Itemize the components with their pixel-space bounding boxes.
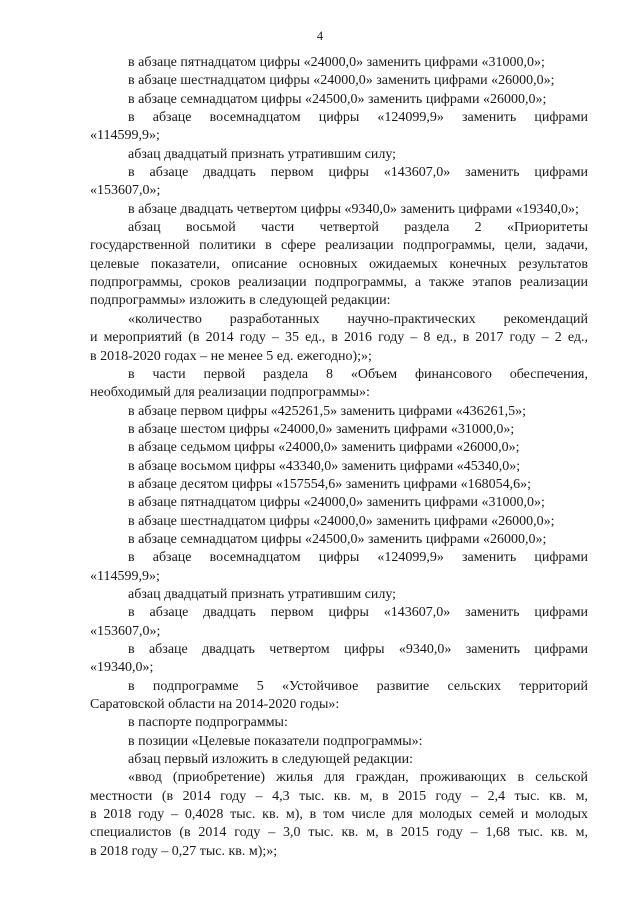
text-line: «114599,9»; [90, 128, 160, 144]
text-line: «19340,0»; [90, 660, 154, 676]
text-line: в абзаце пятнадцатом цифры «24000,0» заменить цифрами «31000,0»; [128, 55, 545, 70]
text-line: в абзаце шестнадцатом цифры «24000,0» заменить цифрами «26000,0»; [128, 73, 555, 89]
text-line: в 2018 году – 0,4028 тыс. кв. м), в том числе для молодых семей и молодых [90, 807, 588, 823]
text-line: в абзаце двадцать первом цифры «143607,0» заменить цифрами [128, 165, 588, 181]
text-line: в 2018-2020 годах – не менее 5 ед. ежегодно);»; [90, 348, 372, 364]
text-line: «ввод (приобретение) жилья для граждан, проживающих в сельской [128, 770, 588, 786]
text-line: в абзаце первом цифры «425261,5» заменить цифрами «436261,5»; [128, 403, 526, 419]
text-line: абзац первый изложить в следующей редакции: [128, 752, 414, 768]
text-line: в абзаце десятом цифры «157554,6» заменить цифрами «168054,6»; [128, 476, 532, 492]
text-line: в подпрограмме 5 «Устойчивое развитие сельских территорий [128, 678, 588, 694]
text-line: специалистов (в 2014 году – 3,0 тыс. кв. м, в 2015 году – 1,68 тыс. кв. м, [90, 825, 588, 841]
text-line: местности (в 2014 году – 4,3 тыс. кв. м, в 2015 году – 2,4 тыс. кв. м, [90, 788, 588, 804]
page-number: 4 [316, 29, 324, 43]
text-line: в 2018 году – 0,27 тыс. кв. м);»; [90, 843, 278, 859]
text-line: в позиции «Целевые показатели подпрограммы»: [128, 733, 423, 749]
text-line: «153607,0»; [90, 183, 161, 199]
text-line: государственной политики в сфере реализации подпрограммы, цели, задачи, [90, 238, 588, 254]
text-line: в абзаце шестом цифры «24000,0» заменить цифрами «31000,0»; [128, 421, 515, 437]
text-line: в части первой раздела 8 «Объем финансового обеспечения, [128, 366, 588, 382]
text-line: в абзаце седьмом цифры «24000,0» заменить цифрами «26000,0»; [128, 440, 520, 456]
text-line: подпрограммы, сроков реализации подпрограммы, а также этапов реализации [90, 275, 588, 291]
text-line: в абзаце двадцать четвертом цифры «9340,0» заменить цифрами «19340,0»; [128, 201, 579, 217]
text-line: абзац двадцатый признать утратившим силу; [128, 586, 397, 602]
document-body [90, 54, 588, 861]
text-line: в паспорте подпрограммы: [128, 715, 288, 731]
text-line: в абзаце пятнадцатом цифры «24000,0» заменить цифрами «31000,0»; [128, 495, 545, 511]
text-line: целевые показатели, описание основных ожидаемых конечных результатов [90, 256, 588, 272]
text-line: «153607,0»; [90, 623, 161, 639]
text-line: абзац восьмой части четвертой раздела 2 «Приоритеты [128, 220, 588, 236]
text-line: подпрограммы» изложить в следующей редакции: [90, 293, 391, 309]
text-line: в абзаце семнадцатом цифры «24500,0» заменить цифрами «26000,0»; [128, 531, 547, 547]
text-line: Саратовской области на 2014-2020 годы»: [90, 697, 340, 713]
text-line: необходимый для реализации подпрограммы»: [90, 385, 370, 401]
text-line: и мероприятий (в 2014 году – 35 ед., в 2016 году – 8 ед., в 2017 году – 2 ед., [90, 330, 588, 346]
text-line: в абзаце семнадцатом цифры «24500,0» заменить цифрами «26000,0»; [128, 91, 547, 107]
text-line: «количество разработанных научно-практических рекомендаций [128, 311, 588, 327]
text-line: «114599,9»; [90, 568, 160, 584]
text-line: в абзаце восемнадцатом цифры «124099,9» заменить цифрами [128, 110, 588, 126]
text-line: в абзаце двадцать первом цифры «143607,0» заменить цифрами [128, 605, 588, 621]
text-line: в абзаце двадцать четвертом цифры «9340,0» заменить цифрами [128, 642, 588, 657]
text-line: абзац двадцатый признать утратившим силу; [128, 146, 397, 162]
text-line: в абзаце восемнадцатом цифры «124099,9» заменить цифрами [128, 550, 588, 566]
text-line: в абзаце шестнадцатом цифры «24000,0» заменить цифрами «26000,0»; [128, 513, 555, 529]
text-line: в абзаце восьмом цифры «43340,0» заменить цифрами «45340,0»; [128, 458, 521, 474]
